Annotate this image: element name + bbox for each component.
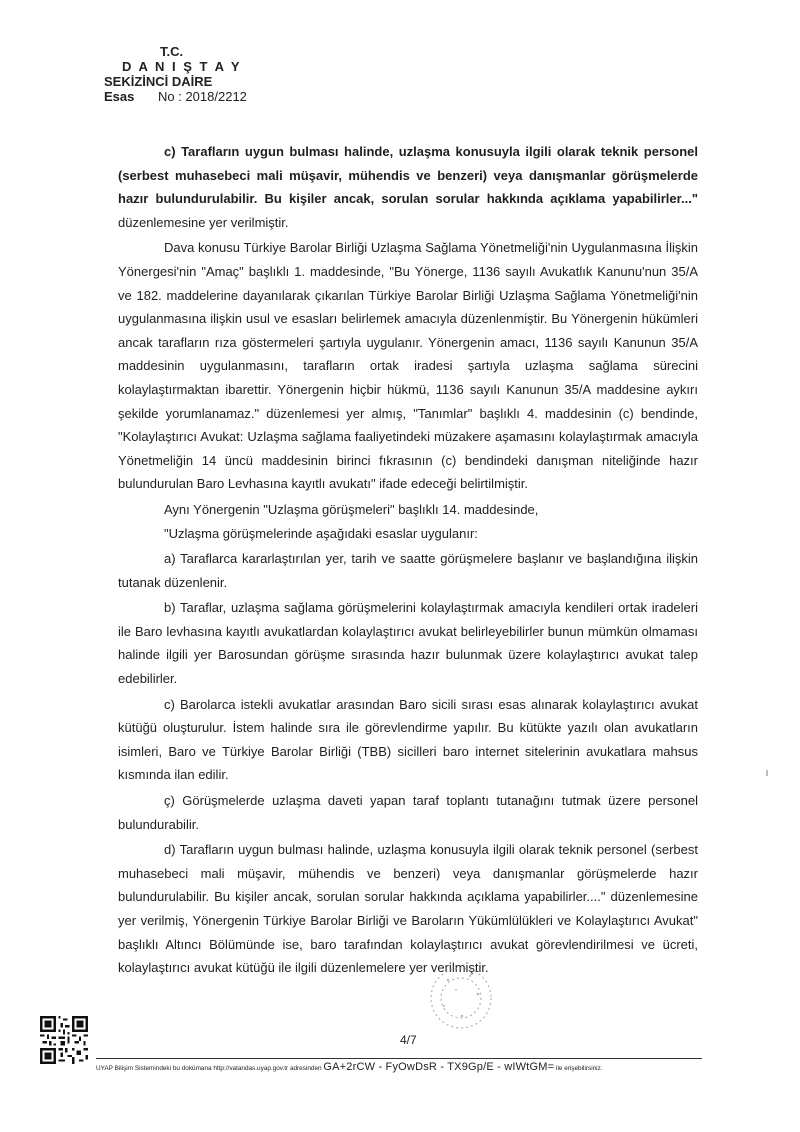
paragraph-c-bold-text: c) Tarafların uygun bulması halinde, uzlaşma konusuyla ilgili olarak teknik personel (serbest muhasebeci mali müşavir, mühendis ve benzeri) veya danışmanlar görüşmelerde hazır bulundurulabilir. Bu kişiler ancak, sorulan sorular hakkında açıklama yapabilirler..." <box>118 144 698 207</box>
header-chamber: SEKİZİNCİ DAİRE <box>104 74 213 89</box>
paragraph-amac: Dava konusu Türkiye Barolar Birliği Uzlaşma Sağlama Yönetmeliği'nin Uygulanmasına İlişkin Yönergesi'nin "Amaç" başlıklı 1. maddesinde, "Bu Yönerge, 1136 sayılı Avukatlık Kanunu'nun 35/A ve 182. maddelerine dayanılarak çıkarılan Türkiye Barolar Birliği Uzlaşma Sağlama Yönetmeliği'nin uygulanmasına ilişkin usul ve esasları belirlemek amacıyla düzenlenmiştir. Bu Yönergenin hükümleri ancak tarafların rıza göstermeleri şartıyla uygulanır. Yönergenin amacı, 1136 sayılı Kanunun 35/A maddesinin uygulanmasını, tarafların ortak iradesi şartıyla uzlaşma sağlama sürecini kolaylaştırmaktan ibarettir. Yönergenin hiçbir hükmü, 1136 sayılı Kanunun 35/A maddesine aykırı şekilde yorumlanamaz." düzenlemesi yer almış, "Tanımlar" başlıklı 4. maddesinin (c) bendinde, "Kolaylaştırıcı Avukat: Uzlaşma sağlama faaliyetindeki müzakere aşamasını kolaylaştırmak amacıyla Yönetmeliğin 14 üncü maddesinin birinci fıkrasının (c) bendindeki danışman niteliğinde hazır bulundurulan Baro Levhasına kayıtlı avukatı" ifade edeceği belirtilmiştir. <box>118 240 698 492</box>
footer-prefix: UYAP Bilişim Sistemindeki bu dokümana http://vatandas.uyap.gov.tr adresinden <box>96 1065 322 1072</box>
footer-verification-code: GA+2rCW - FyOwDsR - TX9Gp/E - wIWtGM= <box>323 1061 555 1073</box>
scan-artifact <box>766 770 768 776</box>
paragraph-c-continued <box>118 140 698 234</box>
qr-code-icon <box>40 1016 88 1064</box>
document-footer <box>96 1061 736 1073</box>
document-header <box>104 44 247 104</box>
paragraph-uzlasma-intro: Aynı Yönergenin "Uzlaşma görüşmeleri" başlıklı 14. maddesinde, <box>164 501 539 517</box>
paragraph-item-cc: ç) Görüşmelerde uzlaşma daveti yapan taraf toplantı tutanağını tutmak üzere personel bulundurabilir. <box>118 793 698 832</box>
document-body <box>118 140 698 980</box>
paragraph-c-tail: düzenlemesine yer verilmiştir. <box>118 214 289 230</box>
paragraph-item-b: b) Taraflar, uzlaşma sağlama görüşmelerini kolaylaştırmak amacıyla kendileri ortak iradeleri ile Baro levhasına kayıtlı avukatlardan kolaylaştırıcı avukat belirleyebilirler bunun mümkün olmaması halinde ilgili yer Barosundan görüşme sırasında hazır bulunmak üzere kolaylaştırıcı avukat talep edebilirler. <box>118 600 698 687</box>
header-case-number <box>104 89 247 104</box>
esas-label: Esas <box>104 89 135 104</box>
esas-number: No : 2018/2212 <box>158 89 247 104</box>
header-tc: T.C. <box>160 44 184 59</box>
official-stamp-icon <box>418 958 504 1038</box>
header-court-name: D A N I Ş T A Y <box>122 59 242 74</box>
paragraph-item-a: a) Taraflarca kararlaştırılan yer, tarih ve saatte görüşmelere başlanır ve başlandığına ilişkin tutanak düzenlenir. <box>118 551 698 590</box>
footer-suffix: ile erişebilirsiniz. <box>556 1065 603 1072</box>
footer-divider <box>96 1058 702 1059</box>
paragraph-item-d: d) Tarafların uygun bulması halinde, uzlaşma konusuyla ilgili olarak teknik personel (serbest muhasebeci mali müşavir, mühendis ve benzeri) veya danışmanlar görüşmelerde hazır bulundurulabilir. Bu kişiler ancak, sorulan sorular hakkında açıklama yapabilirler...." düzenlemesine yer verilmiş, Yönergenin Türkiye Barolar Birliği ve Baroların Yükümlülükleri ve Kolaylaştırıcı Avukat" başlıklı Altıncı Bölümünde ise, baro tarafından kolaylaştırıcı avukat görevlendirilmesi ve ücreti, kolaylaştırıcı avukat kütüğü ile ilgili düzenlemelere yer verilmiştir. <box>118 842 698 976</box>
paragraph-item-c: c) Barolarca istekli avukatlar arasından Baro sicili sırası esas alınarak kolaylaştırıcı avukat kütüğü oluşturulur. İstem halinde sıra ile görevlendirme yapılır. Bu kütükte yazılı olan avukatların isimleri, Baro ve Türkiye Barolar Birliği (TBB) sicilleri baro internet sitelerinin avukatlara mahsus kısmında ilan edilir. <box>118 696 698 783</box>
page-number: 4/7 <box>400 1033 417 1047</box>
paragraph-esaslar: "Uzlaşma görüşmelerinde aşağıdaki esaslar uygulanır: <box>164 525 478 541</box>
